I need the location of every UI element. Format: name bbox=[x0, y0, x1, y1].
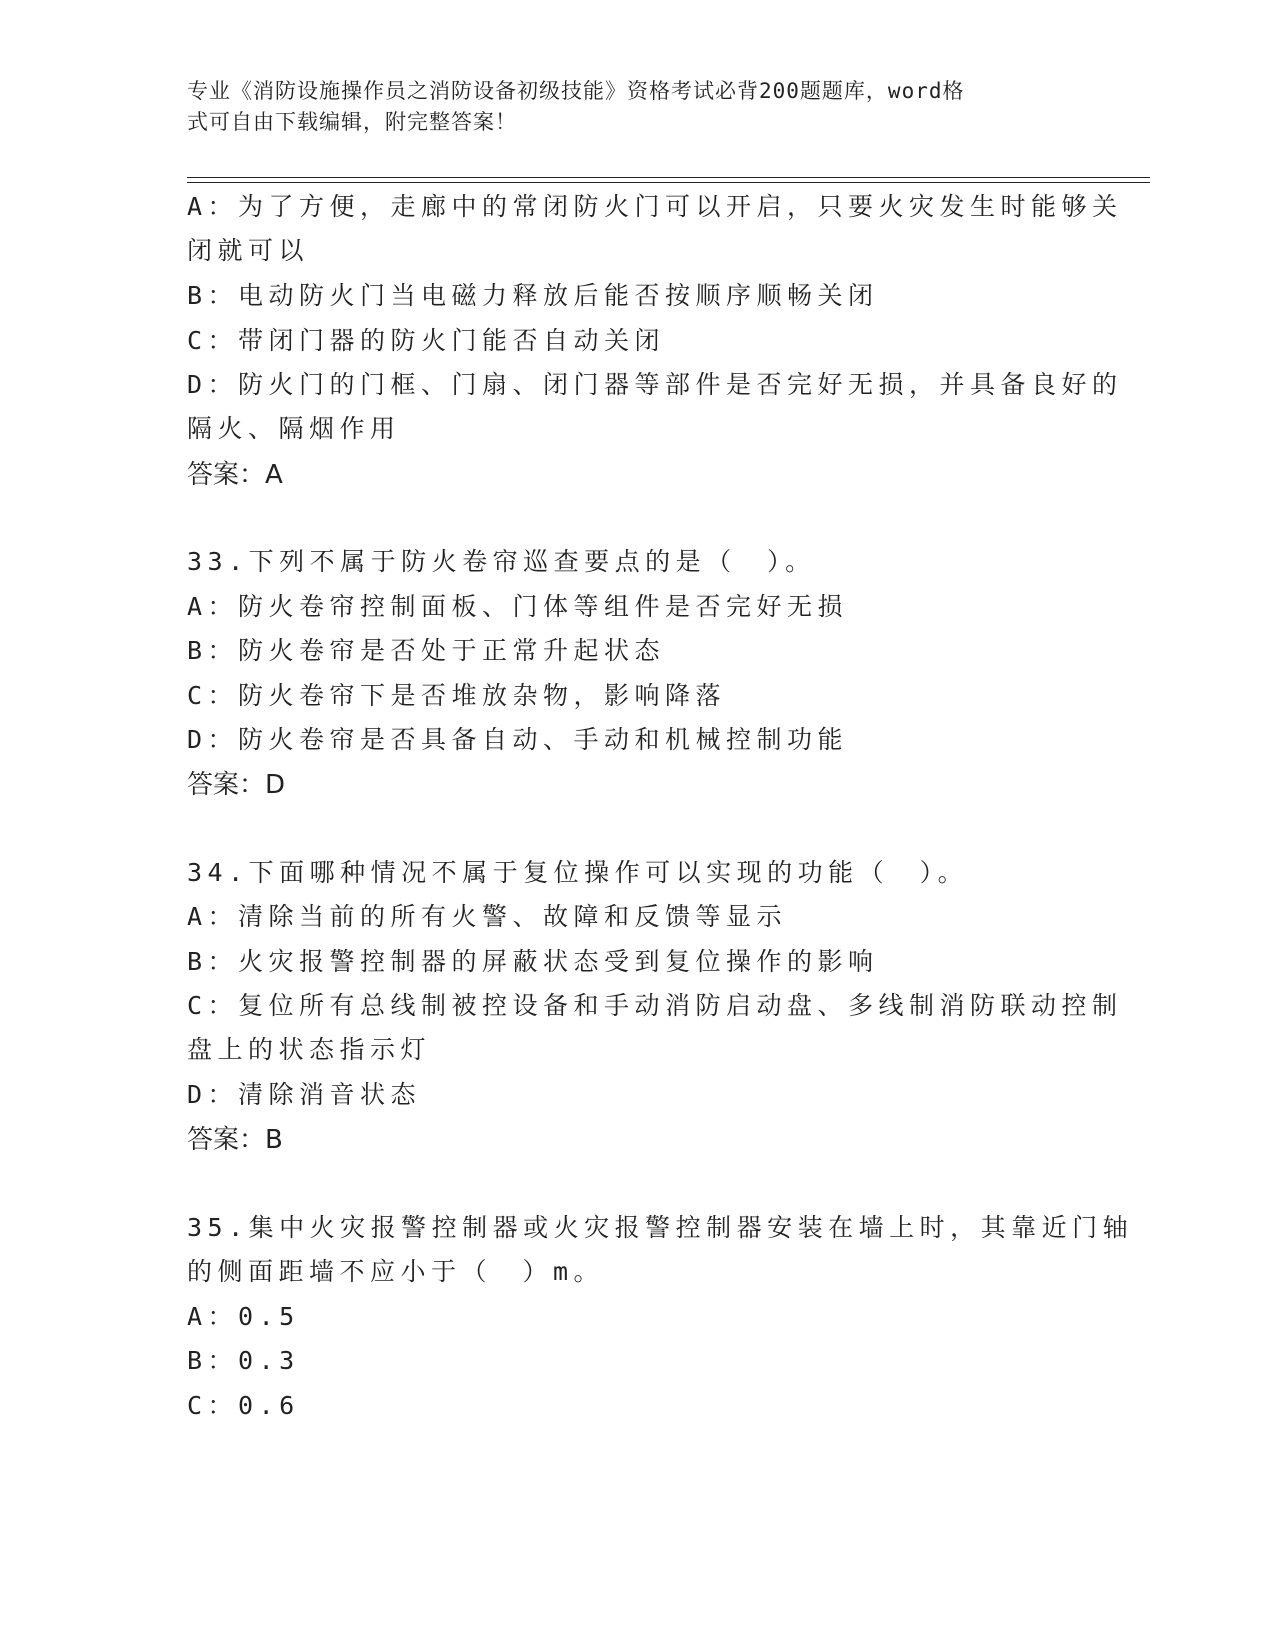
q34-option-b: B：火灾报警控制器的屏蔽状态受到复位操作的影响 bbox=[187, 947, 879, 976]
q33-option-d: D：防火卷帘是否具备自动、手动和机械控制功能 bbox=[187, 725, 849, 754]
header-rule-top bbox=[187, 177, 1150, 178]
q33-option-a: A：防火卷帘控制面板、门体等组件是否完好无损 bbox=[187, 592, 849, 621]
document-header bbox=[187, 76, 1067, 138]
q33-answer: 答案：D bbox=[187, 770, 286, 800]
q32-option-a-line2: 闭就可以 bbox=[187, 236, 310, 265]
header-rule-bottom bbox=[187, 182, 1150, 183]
q34-answer: 答案：B bbox=[187, 1125, 283, 1155]
q32-option-c: C：带闭门器的防火门能否自动关闭 bbox=[187, 326, 666, 355]
q35-question-line2: 的侧面距墙不应小于（ ）m。 bbox=[187, 1257, 605, 1286]
q34-option-d: D：清除消音状态 bbox=[187, 1080, 422, 1109]
q33-question: 33.下列不属于防火卷帘巡查要点的是（ ）。 bbox=[187, 547, 816, 576]
q35-option-a: A：0.5 bbox=[187, 1302, 300, 1331]
q33-option-c: C：防火卷帘下是否堆放杂物，影响降落 bbox=[187, 681, 727, 710]
header-line-1: 专业《消防设施操作员之消防设备初级技能》资格考试必背200题题库，word格 bbox=[187, 79, 965, 103]
q32-answer: 答案：A bbox=[187, 460, 283, 490]
q32-option-d-line1: D：防火门的门框、门扇、闭门器等部件是否完好无损，并具备良好的 bbox=[187, 370, 1123, 399]
q33-option-b: B：防火卷帘是否处于正常升起状态 bbox=[187, 636, 666, 665]
q32-option-b: B：电动防火门当电磁力释放后能否按顺序顺畅关闭 bbox=[187, 281, 879, 310]
header-line-2: 式可自由下载编辑，附完整答案！ bbox=[187, 110, 517, 134]
q34-option-c-line2: 盘上的状态指示灯 bbox=[187, 1035, 432, 1064]
q34-option-a: A：清除当前的所有火警、故障和反馈等显示 bbox=[187, 902, 788, 931]
q35-option-c: C：0.6 bbox=[187, 1391, 300, 1420]
q34-question: 34.下面哪种情况不属于复位操作可以实现的功能（ ）。 bbox=[187, 858, 969, 887]
q32-option-d-line2: 隔火、隔烟作用 bbox=[187, 414, 401, 443]
q35-question-line1: 35.集中火灾报警控制器或火灾报警控制器安装在墙上时，其靠近门轴 bbox=[187, 1213, 1134, 1242]
q35-option-b: B：0.3 bbox=[187, 1346, 300, 1375]
q34-option-c-line1: C：复位所有总线制被控设备和手动消防启动盘、多线制消防联动控制 bbox=[187, 991, 1123, 1020]
q32-option-a-line1: A：为了方便，走廊中的常闭防火门可以开启，只要火灾发生时能够关 bbox=[187, 192, 1123, 221]
